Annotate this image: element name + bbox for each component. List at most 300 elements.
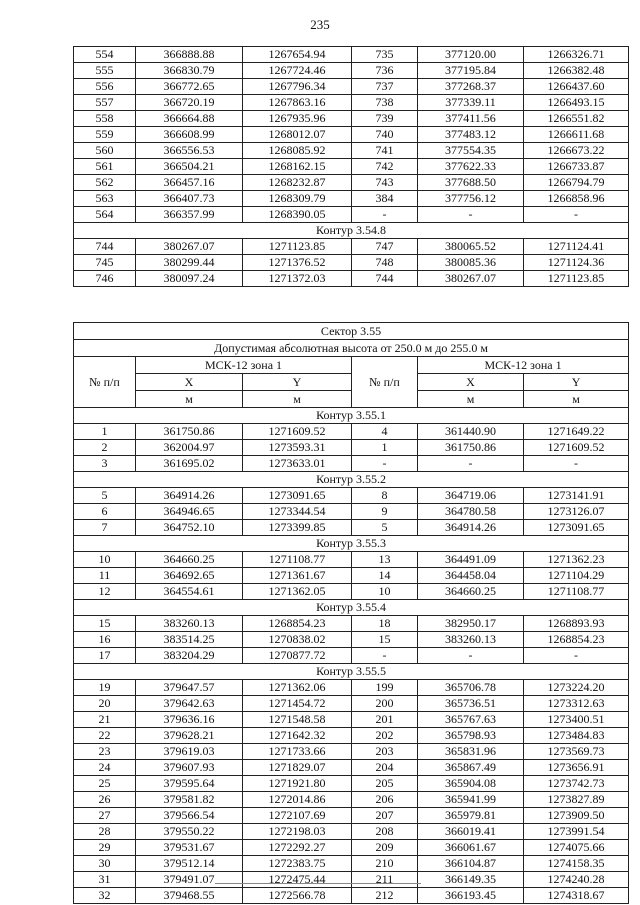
col-header-number-right: № п/п: [352, 357, 418, 408]
x-right: 365736.51: [418, 696, 524, 712]
point-number-left: 561: [74, 159, 136, 175]
table-row: [74, 808, 629, 824]
y-left: 1268162.15: [243, 159, 352, 175]
point-number-right: 15: [352, 632, 418, 648]
y-right: 1273569.73: [524, 744, 629, 760]
x-right: 366061.67: [418, 840, 524, 856]
x-left: 379636.16: [136, 712, 243, 728]
y-left: 1271609.52: [243, 424, 352, 440]
table-row: [74, 191, 629, 207]
x-right: 366149.35: [418, 872, 524, 888]
y-right: 1266733.87: [524, 159, 629, 175]
y-left: 1273593.31: [243, 440, 352, 456]
table-row: [74, 824, 629, 840]
x-right: 377483.12: [418, 127, 524, 143]
x-right: 366104.87: [418, 856, 524, 872]
y-right: 1266437.60: [524, 79, 629, 95]
y-left: 1268309.79: [243, 191, 352, 207]
point-number-right: 209: [352, 840, 418, 856]
y-left: 1272014.86: [243, 792, 352, 808]
y-right: 1271609.52: [524, 440, 629, 456]
x-left: 366357.99: [136, 207, 243, 223]
x-left: 379647.57: [136, 680, 243, 696]
y-right: 1271362.23: [524, 552, 629, 568]
y-right: 1268893.93: [524, 616, 629, 632]
x-left: 366504.21: [136, 159, 243, 175]
point-number-right: 210: [352, 856, 418, 872]
table-row: [74, 584, 629, 600]
table-row: [74, 856, 629, 872]
table-row: [74, 440, 629, 456]
point-number-right: 204: [352, 760, 418, 776]
y-left: 1272292.27: [243, 840, 352, 856]
y-left: 1271123.85: [243, 239, 352, 255]
y-right: 1274318.67: [524, 888, 629, 904]
x-right: 365831.96: [418, 744, 524, 760]
contour-label: Контур 3.55.2: [74, 472, 629, 488]
point-number-right: 208: [352, 824, 418, 840]
point-number-left: 558: [74, 111, 136, 127]
x-right: 383260.13: [418, 632, 524, 648]
point-number-left: 563: [74, 191, 136, 207]
x-right: 377195.84: [418, 63, 524, 79]
x-right: 377622.33: [418, 159, 524, 175]
point-number-right: -: [352, 456, 418, 472]
point-number-right: 384: [352, 191, 418, 207]
point-number-left: 2: [74, 440, 136, 456]
y-right: 1271104.29: [524, 568, 629, 584]
y-right: 1274075.66: [524, 840, 629, 856]
point-number-left: 28: [74, 824, 136, 840]
y-left: 1271361.67: [243, 568, 352, 584]
x-right: 382950.17: [418, 616, 524, 632]
point-number-left: 554: [74, 47, 136, 63]
y-right: 1273742.73: [524, 776, 629, 792]
point-number-right: 200: [352, 696, 418, 712]
point-number-right: 739: [352, 111, 418, 127]
contour-header-row: [74, 472, 629, 488]
y-left: 1273399.85: [243, 520, 352, 536]
table-row: [74, 504, 629, 520]
y-left: 1272566.78: [243, 888, 352, 904]
y-right: 1266493.15: [524, 95, 629, 111]
y-right: 1271108.77: [524, 584, 629, 600]
point-number-right: 747: [352, 239, 418, 255]
x-left: 379607.93: [136, 760, 243, 776]
point-number-left: 10: [74, 552, 136, 568]
point-number-left: 20: [74, 696, 136, 712]
x-right: 364719.06: [418, 488, 524, 504]
x-left: 362004.97: [136, 440, 243, 456]
col-header-number-left: № п/п: [74, 357, 136, 408]
x-right: 365904.08: [418, 776, 524, 792]
x-right: 377339.11: [418, 95, 524, 111]
point-number-right: -: [352, 207, 418, 223]
col-unit-y-right: м: [524, 391, 629, 408]
point-number-left: 3: [74, 456, 136, 472]
x-right: 366019.41: [418, 824, 524, 840]
y-left: 1271362.06: [243, 680, 352, 696]
x-right: 365767.63: [418, 712, 524, 728]
point-number-right: 748: [352, 255, 418, 271]
point-number-left: 24: [74, 760, 136, 776]
y-right: 1273484.83: [524, 728, 629, 744]
table-row: [74, 776, 629, 792]
point-number-left: 23: [74, 744, 136, 760]
x-right: -: [418, 207, 524, 223]
x-left: 379491.07: [136, 872, 243, 888]
table-row: [74, 95, 629, 111]
table-row: [74, 175, 629, 191]
sector-title: Сектор 3.55: [74, 323, 629, 340]
x-right: 377120.00: [418, 47, 524, 63]
x-left: 366608.99: [136, 127, 243, 143]
point-number-left: 745: [74, 255, 136, 271]
point-number-right: 212: [352, 888, 418, 904]
y-left: 1270838.02: [243, 632, 352, 648]
x-right: -: [418, 648, 524, 664]
point-number-left: 26: [74, 792, 136, 808]
x-right: 364660.25: [418, 584, 524, 600]
y-right: 1271649.22: [524, 424, 629, 440]
y-left: 1268854.23: [243, 616, 352, 632]
x-right: 365941.99: [418, 792, 524, 808]
sector-3-55-table: [73, 322, 629, 904]
y-right: 1266551.82: [524, 111, 629, 127]
y-left: 1267863.16: [243, 95, 352, 111]
point-number-right: 10: [352, 584, 418, 600]
point-number-right: 18: [352, 616, 418, 632]
point-number-left: 32: [74, 888, 136, 904]
point-number-left: 556: [74, 79, 136, 95]
y-left: 1267935.96: [243, 111, 352, 127]
y-right: 1273400.51: [524, 712, 629, 728]
x-right: 365798.93: [418, 728, 524, 744]
x-right: 365867.49: [418, 760, 524, 776]
point-number-left: 31: [74, 872, 136, 888]
x-right: 364780.58: [418, 504, 524, 520]
contour-label: Контур 3.55.3: [74, 536, 629, 552]
point-number-left: 16: [74, 632, 136, 648]
col-header-x-right: X: [418, 374, 524, 391]
y-right: 1271124.36: [524, 255, 629, 271]
table-row: [74, 47, 629, 63]
x-right: 364491.09: [418, 552, 524, 568]
table-row: [74, 63, 629, 79]
point-number-right: 201: [352, 712, 418, 728]
y-right: 1271123.85: [524, 271, 629, 287]
y-left: 1272198.03: [243, 824, 352, 840]
y-right: 1271124.41: [524, 239, 629, 255]
col-unit-x-left: м: [136, 391, 243, 408]
col-header-x-left: X: [136, 374, 243, 391]
point-number-right: 4: [352, 424, 418, 440]
table-row: [74, 840, 629, 856]
col-header-crs-left: МСК-12 зона 1: [136, 357, 352, 374]
point-number-left: 12: [74, 584, 136, 600]
table-row: [74, 616, 629, 632]
point-number-right: 5: [352, 520, 418, 536]
x-right: 377554.35: [418, 143, 524, 159]
x-left: 366720.19: [136, 95, 243, 111]
point-number-left: 19: [74, 680, 136, 696]
point-number-right: -: [352, 648, 418, 664]
x-left: 383204.29: [136, 648, 243, 664]
x-right: 380267.07: [418, 271, 524, 287]
table-row: [74, 159, 629, 175]
point-number-left: 27: [74, 808, 136, 824]
point-number-right: 744: [352, 271, 418, 287]
y-left: 1267724.46: [243, 63, 352, 79]
col-unit-y-left: м: [243, 391, 352, 408]
x-right: 361750.86: [418, 440, 524, 456]
x-left: 379628.21: [136, 728, 243, 744]
contour-header-row: [74, 664, 629, 680]
table-row: [74, 111, 629, 127]
point-number-right: 211: [352, 872, 418, 888]
y-right: 1268854.23: [524, 632, 629, 648]
point-number-right: 735: [352, 47, 418, 63]
contour-header-row: [74, 408, 629, 424]
y-left: 1268012.07: [243, 127, 352, 143]
table-row: [74, 488, 629, 504]
table-row: [74, 712, 629, 728]
x-left: 366556.53: [136, 143, 243, 159]
y-right: 1266794.79: [524, 175, 629, 191]
x-right: 377756.12: [418, 191, 524, 207]
y-right: 1266382.48: [524, 63, 629, 79]
y-left: 1272383.75: [243, 856, 352, 872]
y-left: 1273344.54: [243, 504, 352, 520]
point-number-left: 25: [74, 776, 136, 792]
y-left: 1268390.05: [243, 207, 352, 223]
contour-header-row: [74, 536, 629, 552]
x-left: 361695.02: [136, 456, 243, 472]
point-number-right: 9: [352, 504, 418, 520]
y-right: 1273141.91: [524, 488, 629, 504]
point-number-right: 203: [352, 744, 418, 760]
table-row: [74, 872, 629, 888]
x-left: 379642.63: [136, 696, 243, 712]
point-number-right: 736: [352, 63, 418, 79]
coordinates-table-continued: [73, 46, 629, 287]
x-left: 380299.44: [136, 255, 243, 271]
table-row: [74, 271, 629, 287]
x-right: 365979.81: [418, 808, 524, 824]
point-number-left: 746: [74, 271, 136, 287]
x-right: 361440.90: [418, 424, 524, 440]
point-number-right: 14: [352, 568, 418, 584]
y-left: 1272107.69: [243, 808, 352, 824]
point-number-right: 207: [352, 808, 418, 824]
x-left: 379619.03: [136, 744, 243, 760]
y-right: 1273909.50: [524, 808, 629, 824]
contour-label: Контур 3.55.1: [74, 408, 629, 424]
point-number-right: 737: [352, 79, 418, 95]
point-number-right: 742: [352, 159, 418, 175]
point-number-left: 30: [74, 856, 136, 872]
x-left: 366772.65: [136, 79, 243, 95]
point-number-left: 744: [74, 239, 136, 255]
x-left: 379550.22: [136, 824, 243, 840]
table-row: [74, 760, 629, 776]
table-row: [74, 552, 629, 568]
y-left: 1267796.34: [243, 79, 352, 95]
col-header-y-left: Y: [243, 374, 352, 391]
table-row: [74, 520, 629, 536]
x-right: 366193.45: [418, 888, 524, 904]
x-left: 364752.10: [136, 520, 243, 536]
x-left: 366888.88: [136, 47, 243, 63]
y-right: 1273312.63: [524, 696, 629, 712]
y-left: 1271642.32: [243, 728, 352, 744]
point-number-left: 15: [74, 616, 136, 632]
y-left: 1271829.07: [243, 760, 352, 776]
contour-label: Контур 3.54.8: [74, 223, 629, 239]
y-right: -: [524, 648, 629, 664]
y-left: 1267654.94: [243, 47, 352, 63]
x-right: 364458.04: [418, 568, 524, 584]
x-left: 379512.14: [136, 856, 243, 872]
x-left: 361750.86: [136, 424, 243, 440]
table-row: [74, 456, 629, 472]
table-row: [74, 127, 629, 143]
y-right: 1273126.07: [524, 504, 629, 520]
point-number-left: 11: [74, 568, 136, 584]
table-row: [74, 79, 629, 95]
table-row: [74, 255, 629, 271]
y-left: 1271454.72: [243, 696, 352, 712]
table-row: [74, 728, 629, 744]
table-row: [74, 744, 629, 760]
x-left: 364914.26: [136, 488, 243, 504]
col-unit-x-right: м: [418, 391, 524, 408]
x-right: 377268.37: [418, 79, 524, 95]
x-left: 379468.55: [136, 888, 243, 904]
y-left: 1271372.03: [243, 271, 352, 287]
y-left: 1270877.72: [243, 648, 352, 664]
y-right: 1273991.54: [524, 824, 629, 840]
y-right: 1273656.91: [524, 760, 629, 776]
col-header-y-right: Y: [524, 374, 629, 391]
x-left: 379581.82: [136, 792, 243, 808]
y-right: 1273224.20: [524, 680, 629, 696]
y-right: 1273827.89: [524, 792, 629, 808]
point-number-right: 741: [352, 143, 418, 159]
point-number-right: 738: [352, 95, 418, 111]
x-right: 380085.36: [418, 255, 524, 271]
table-row: [74, 143, 629, 159]
x-left: 380097.24: [136, 271, 243, 287]
y-right: 1266858.96: [524, 191, 629, 207]
y-left: 1271733.66: [243, 744, 352, 760]
table-row: [74, 239, 629, 255]
contour-label: Контур 3.55.5: [74, 664, 629, 680]
contour-header-row: [74, 223, 629, 239]
x-left: 364692.65: [136, 568, 243, 584]
y-right: 1274240.28: [524, 872, 629, 888]
x-left: 364660.25: [136, 552, 243, 568]
y-left: 1271548.58: [243, 712, 352, 728]
table-row: [74, 888, 629, 904]
point-number-right: 202: [352, 728, 418, 744]
x-left: 379595.64: [136, 776, 243, 792]
y-left: 1268232.87: [243, 175, 352, 191]
y-right: -: [524, 207, 629, 223]
contour-header-row: [74, 600, 629, 616]
point-number-left: 29: [74, 840, 136, 856]
x-left: 383260.13: [136, 616, 243, 632]
point-number-left: 559: [74, 127, 136, 143]
x-left: 366664.88: [136, 111, 243, 127]
point-number-left: 560: [74, 143, 136, 159]
point-number-left: 555: [74, 63, 136, 79]
y-right: 1266673.22: [524, 143, 629, 159]
y-right: 1266611.68: [524, 127, 629, 143]
x-left: 379566.54: [136, 808, 243, 824]
point-number-right: 13: [352, 552, 418, 568]
x-left: 364946.65: [136, 504, 243, 520]
y-right: 1274158.35: [524, 856, 629, 872]
x-right: 380065.52: [418, 239, 524, 255]
footer-rule: [215, 883, 421, 884]
x-left: 364554.61: [136, 584, 243, 600]
point-number-right: 740: [352, 127, 418, 143]
x-left: 366407.73: [136, 191, 243, 207]
x-left: 383514.25: [136, 632, 243, 648]
x-right: 364914.26: [418, 520, 524, 536]
y-left: 1271921.80: [243, 776, 352, 792]
point-number-right: 199: [352, 680, 418, 696]
point-number-right: 743: [352, 175, 418, 191]
y-right: 1273091.65: [524, 520, 629, 536]
y-left: 1271376.52: [243, 255, 352, 271]
y-right: -: [524, 456, 629, 472]
contour-label: Контур 3.55.4: [74, 600, 629, 616]
table-row: [74, 632, 629, 648]
point-number-left: 21: [74, 712, 136, 728]
point-number-left: 22: [74, 728, 136, 744]
point-number-left: 557: [74, 95, 136, 111]
point-number-right: 8: [352, 488, 418, 504]
table-row: [74, 696, 629, 712]
y-left: 1271362.05: [243, 584, 352, 600]
point-number-left: 564: [74, 207, 136, 223]
col-header-crs-right: МСК-12 зона 1: [418, 357, 629, 374]
point-number-left: 1: [74, 424, 136, 440]
x-left: 366457.16: [136, 175, 243, 191]
altitude-limit: Допустимая абсолютная высота от 250.0 м до 255.0 м: [74, 340, 629, 357]
table-row: [74, 648, 629, 664]
x-left: 380267.07: [136, 239, 243, 255]
table-row: [74, 207, 629, 223]
table-row: [74, 792, 629, 808]
x-right: -: [418, 456, 524, 472]
point-number-right: 206: [352, 792, 418, 808]
y-right: 1266326.71: [524, 47, 629, 63]
table-row: [74, 680, 629, 696]
x-left: 366830.79: [136, 63, 243, 79]
table-row: [74, 424, 629, 440]
x-right: 377688.50: [418, 175, 524, 191]
y-left: 1272475.44: [243, 872, 352, 888]
point-number-right: 1: [352, 440, 418, 456]
y-left: 1268085.92: [243, 143, 352, 159]
x-right: 365706.78: [418, 680, 524, 696]
point-number-left: 6: [74, 504, 136, 520]
page-number: 235: [310, 17, 330, 32]
point-number-left: 7: [74, 520, 136, 536]
